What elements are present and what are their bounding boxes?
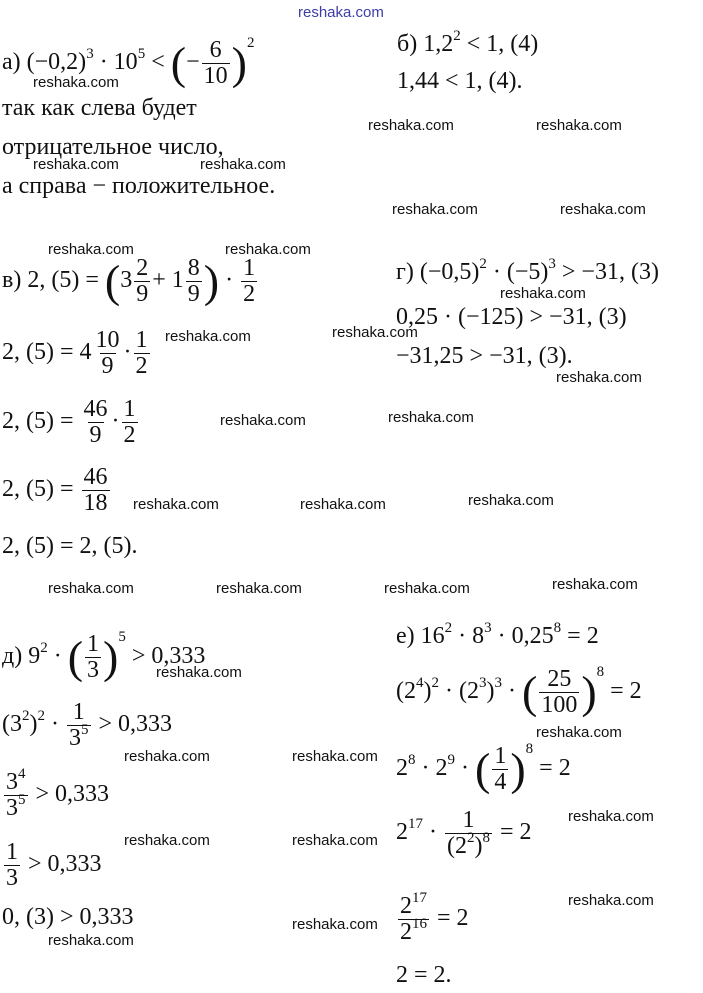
part-a-inequality: а) $(-0,2)^3 \cdot 10^5$ < (− $\frac{6}{10}$ )$^2$	[2, 35, 255, 90]
part-a-minus: −	[186, 49, 200, 76]
watermark: reshaka.com	[165, 328, 251, 345]
watermark: reshaka.com	[48, 241, 134, 258]
part-e-line-5: $\frac{2^{17}}{2^{16}}$ = 2	[400, 890, 469, 946]
part-v-label: в)	[2, 267, 22, 294]
top-watermark: reshaka.com	[298, 4, 384, 21]
part-a-base: (−0,2)	[26, 49, 87, 76]
watermark: reshaka.com	[133, 496, 219, 513]
watermark: reshaka.com	[556, 369, 642, 386]
part-b-line-1: б) $1,2^2 < 1$, (4)	[397, 28, 539, 57]
part-e-line-1: е) $16^2 \cdot 8^3 \cdot 0,25^8 = 2$	[396, 620, 599, 649]
part-e-label: е)	[396, 623, 415, 649]
watermark: reshaka.com	[33, 74, 119, 91]
part-d-label: д)	[2, 643, 23, 670]
part-v-line-4: 2, (5) = $\frac{46}{18}$	[2, 464, 108, 517]
part-a-fraction: $\frac{6}{10}$	[203, 37, 228, 90]
part-v-line-3: 2, (5) = $\frac{46}{9}$ · $\frac{1}{2}$	[2, 396, 136, 449]
part-a-exp1: 3	[86, 46, 94, 63]
part-d-line-5: 0, (3) > 0,333	[2, 904, 134, 930]
part-e-line-6: 2 = 2.	[396, 962, 452, 988]
watermark: reshaka.com	[220, 412, 306, 429]
watermark: reshaka.com	[292, 748, 378, 765]
watermark: reshaka.com	[225, 241, 311, 258]
part-b-label: б)	[397, 31, 418, 57]
watermark: reshaka.com	[392, 201, 478, 218]
part-e-line-4: $2^{17}$ · $\frac{1}{(2^2)^8}$ = 2	[396, 807, 532, 860]
watermark: reshaka.com	[536, 117, 622, 134]
part-a-text-1: так как слева будет	[2, 95, 197, 121]
part-d-line-2: $(3^2)^2$ · $\frac{1}{3^5}$ > 0,333	[2, 699, 173, 752]
watermark: reshaka.com	[568, 808, 654, 825]
watermark: reshaka.com	[332, 324, 418, 341]
watermark: reshaka.com	[48, 580, 134, 597]
part-a-text-2: отрицательное число,	[2, 134, 224, 160]
part-a-rel: <	[145, 49, 171, 76]
watermark: reshaka.com	[384, 580, 470, 597]
part-e-line-2: $(2^4)^2 \cdot (2^3)^3$ · ( $\frac{25}{100}$ )$^8$ = 2	[396, 664, 642, 719]
watermark: reshaka.com	[500, 285, 586, 302]
watermark: reshaka.com	[33, 156, 119, 173]
watermark: reshaka.com	[200, 156, 286, 173]
part-a-label: а)	[2, 49, 21, 76]
watermark: reshaka.com	[536, 724, 622, 741]
part-v-line-1: в) 2, (5) = (3 $\frac{2}{9}$ + 1 $\frac{8}{9}$ ) · $\frac{1}{2}$	[2, 255, 256, 308]
part-g-label: г)	[396, 259, 414, 285]
watermark: reshaka.com	[300, 496, 386, 513]
part-d-line-1: д) $9^2$ · ( $\frac{1}{3}$ )$^5$ > 0,333	[2, 629, 206, 684]
part-d-line-3: $\frac{3^4}{3^5}$ > 0,333	[6, 766, 110, 822]
part-g-line-2: 0,25 · (−125) > −31, (3)	[396, 304, 627, 330]
part-d-line-4: $\frac{1}{3}$ > 0,333	[6, 839, 102, 892]
part-v-line-2: 2, (5) = 4 $\frac{10}{9}$ · $\frac{1}{2}$	[2, 327, 148, 380]
part-a-text-3: а справа − положительное.	[2, 173, 276, 199]
part-a-mid: · 10	[93, 49, 138, 76]
part-g-line-1: г) $(-0,5)^2 \cdot (-5)^3 > -31$, (3)	[396, 256, 659, 285]
watermark: reshaka.com	[292, 916, 378, 933]
part-v-line-5: 2, (5) = 2, (5).	[2, 533, 138, 559]
part-b-line-2: 1,44 < 1, (4).	[397, 68, 523, 94]
watermark: reshaka.com	[368, 117, 454, 134]
watermark: reshaka.com	[216, 580, 302, 597]
watermark: reshaka.com	[552, 576, 638, 593]
watermark: reshaka.com	[468, 492, 554, 509]
watermark: reshaka.com	[388, 409, 474, 426]
part-a-exp2: 5	[137, 46, 146, 63]
watermark: reshaka.com	[292, 832, 378, 849]
watermark: reshaka.com	[124, 832, 210, 849]
watermark: reshaka.com	[48, 932, 134, 949]
watermark: reshaka.com	[124, 748, 210, 765]
part-a-exp3: 2	[246, 35, 255, 52]
watermark: reshaka.com	[560, 201, 646, 218]
part-e-line-3: $2^8 \cdot 2^9$ · ( $\frac{1}{4}$ )$^8$ = 2	[396, 741, 571, 796]
watermark: reshaka.com	[568, 892, 654, 909]
watermark: reshaka.com	[156, 664, 242, 681]
part-g-line-3: −31,25 > −31, (3).	[396, 343, 573, 369]
